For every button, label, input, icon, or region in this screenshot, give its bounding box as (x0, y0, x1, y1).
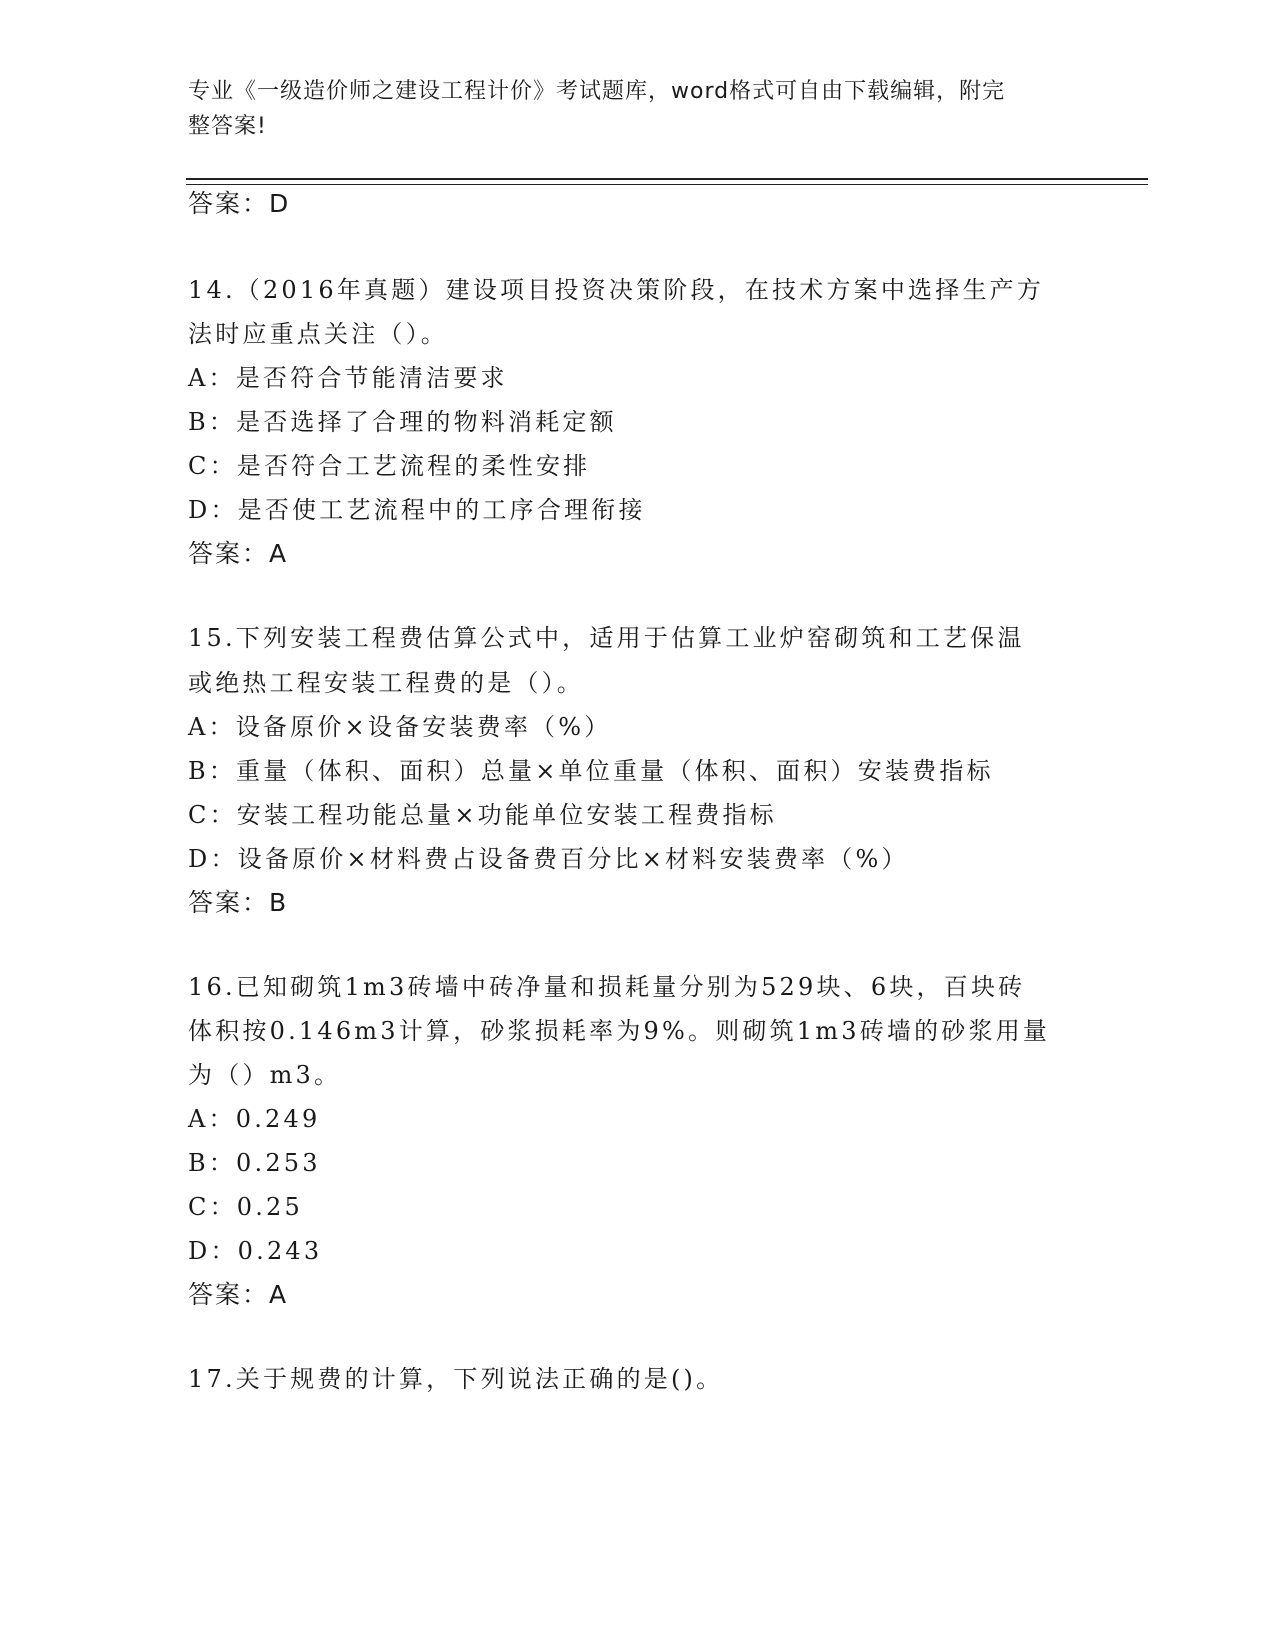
q16-stem-line-2: 体积按0.146m3计算，砂浆损耗率为9%。则砌筑1m3砖墙的砂浆用量 (188, 1017, 1051, 1045)
document-header (188, 74, 1068, 144)
q17-stem-line-1: 17.关于规费的计算，下列说法正确的是()。 (188, 1365, 724, 1393)
q14-option-b: B：是否选择了合理的物料消耗定额 (188, 408, 617, 436)
q16-option-a: A：0.249 (188, 1105, 321, 1133)
q14-answer: 答案：A (188, 539, 289, 568)
q15-stem-line-1: 15.下列安装工程费估算公式中，适用于估算工业炉窑砌筑和工艺保温 (188, 624, 1025, 652)
q14-option-c: C：是否符合工艺流程的柔性安排 (188, 452, 591, 480)
q16-answer: 答案：A (188, 1280, 289, 1309)
header-rule-thick (186, 178, 1148, 180)
q16-option-c: C：0.25 (188, 1193, 304, 1221)
q14-stem-line-2: 法时应重点关注（）。 (188, 320, 448, 348)
q14-option-a: A：是否符合节能清洁要求 (188, 364, 508, 392)
header-line-2: 整答案! (188, 114, 267, 139)
q15-answer: 答案：B (188, 888, 289, 917)
q15-option-b: B：重量（体积、面积）总量×单位重量（体积、面积）安装费指标 (188, 757, 994, 785)
q15-option-d: D：设备原价×材料费占设备费百分比×材料安装费率（%） (188, 845, 909, 873)
q14-stem-line-1: 14.（2016年真题）建设项目投资决策阶段，在技术方案中选择生产方 (188, 276, 1045, 304)
q15-option-c: C：安装工程功能总量×功能单位安装工程费指标 (188, 801, 777, 829)
header-rule-thin (186, 184, 1148, 185)
q16-stem-line-1: 16.已知砌筑1m3砖墙中砖净量和损耗量分别为529块、6块，百块砖 (188, 973, 1026, 1001)
q16-option-b: B：0.253 (188, 1149, 321, 1177)
answer-13: 答案：D (188, 189, 291, 218)
header-line-1: 专业《一级造价师之建设工程计价》考试题库，word格式可自由下载编辑，附完 (188, 79, 1006, 104)
q16-option-d: D：0.243 (188, 1237, 323, 1265)
q15-stem-line-2: 或绝热工程安装工程费的是（）。 (188, 669, 584, 697)
q15-option-a: A：设备原价×设备安装费率（%） (188, 713, 612, 741)
q16-stem-line-3: 为（）m3。 (188, 1061, 342, 1089)
q14-option-d: D：是否使工艺流程中的工序合理衔接 (188, 496, 646, 524)
